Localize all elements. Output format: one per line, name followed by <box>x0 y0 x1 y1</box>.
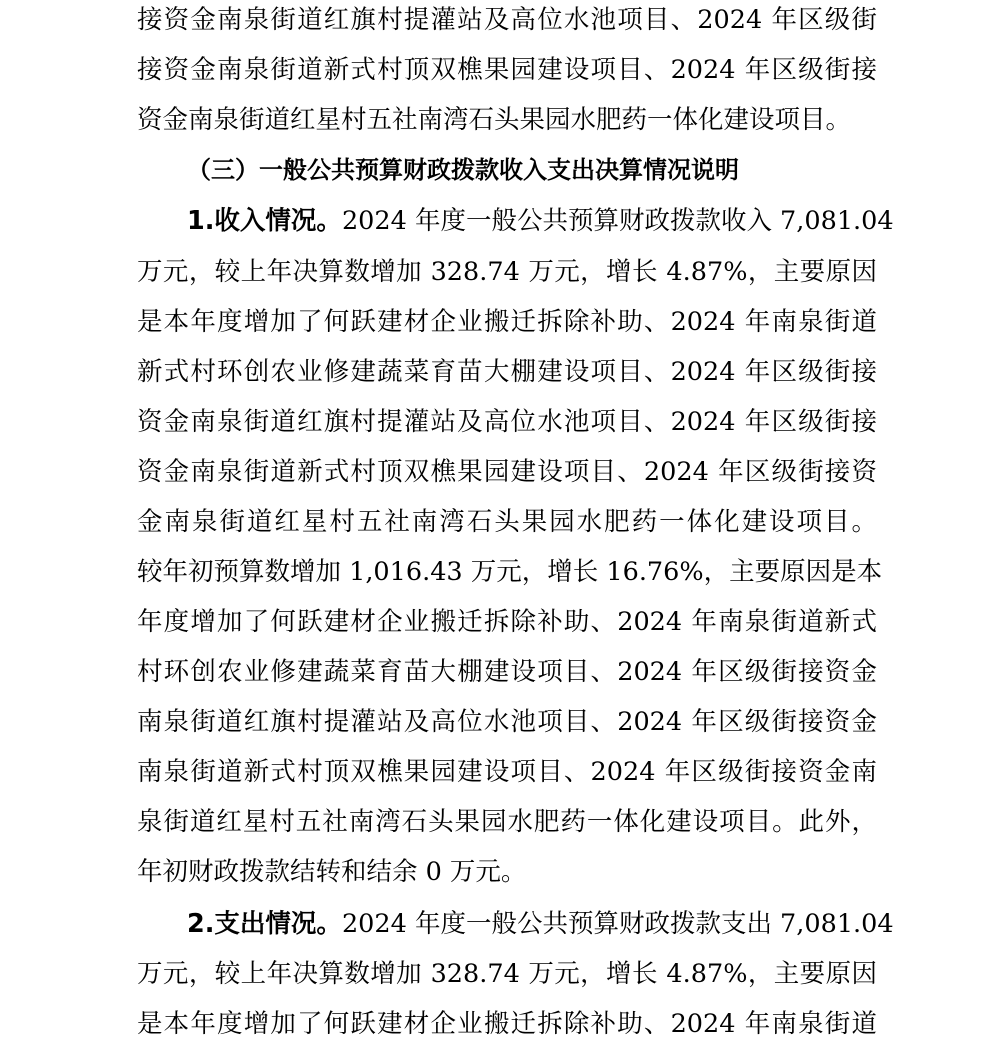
income-line: 泉街道红星村五社南湾石头果园水肥药一体化建设项目。此外， <box>137 807 877 837</box>
income-line: 较年初预算数增加 1,016.43 万元，增长 16.76%，主要原因是本 <box>137 557 883 587</box>
income-line: 新式村环创农业修建蔬菜育苗大棚建设项目、2024 年区级街接 <box>137 357 877 387</box>
income-line: 南泉街道新式村顶双樵果园建设项目、2024 年区级街接资金南 <box>137 757 877 787</box>
expenditure-line: 万元，较上年决算数增加 328.74 万元，增长 4.87%，主要原因 <box>137 959 877 989</box>
expenditure-first-line <box>187 899 894 949</box>
expenditure-lead: 2.支出情况。 <box>187 909 342 939</box>
income-line: 万元，较上年决算数增加 328.74 万元，增长 4.87%，主要原因 <box>137 257 877 287</box>
income-line: 资金南泉街道红旗村提灌站及高位水池项目、2024 年区级街接 <box>137 407 877 437</box>
income-line: 村环创农业修建蔬菜育苗大棚建设项目、2024 年区级街接资金 <box>137 657 877 687</box>
income-line: 年度增加了何跃建材企业搬迁拆除补助、2024 年南泉街道新式 <box>137 607 877 637</box>
section-heading: （三）一般公共预算财政拨款收入支出决算情况说明 <box>187 156 739 184</box>
income-line: 资金南泉街道新式村顶双樵果园建设项目、2024 年区级街接资 <box>137 457 877 487</box>
income-line: 年初财政拨款结转和结余 0 万元。 <box>137 857 527 887</box>
income-first-line <box>187 196 894 246</box>
income-line: 是本年度增加了何跃建材企业搬迁拆除补助、2024 年南泉街道 <box>137 307 877 337</box>
expenditure-line: 是本年度增加了何跃建材企业搬迁拆除补助、2024 年南泉街道 <box>137 1009 877 1039</box>
expenditure-first-line-text: 2024 年度一般公共预算财政拨款支出 7,081.04 <box>341 909 894 939</box>
continuation-line: 资金南泉街道红星村五社南湾石头果园水肥药一体化建设项目。 <box>137 105 852 135</box>
income-first-line-text: 2024 年度一般公共预算财政拨款收入 7,081.04 <box>341 206 894 236</box>
income-line: 南泉街道红旗村提灌站及高位水池项目、2024 年区级街接资金 <box>137 707 877 737</box>
income-lead: 1.收入情况。 <box>187 206 342 236</box>
continuation-line: 接资金南泉街道新式村顶双樵果园建设项目、2024 年区级街接 <box>137 55 877 85</box>
continuation-line: 接资金南泉街道红旗村提灌站及高位水池项目、2024 年区级街 <box>137 5 877 35</box>
income-line: 金南泉街道红星村五社南湾石头果园水肥药一体化建设项目。 <box>137 507 877 537</box>
